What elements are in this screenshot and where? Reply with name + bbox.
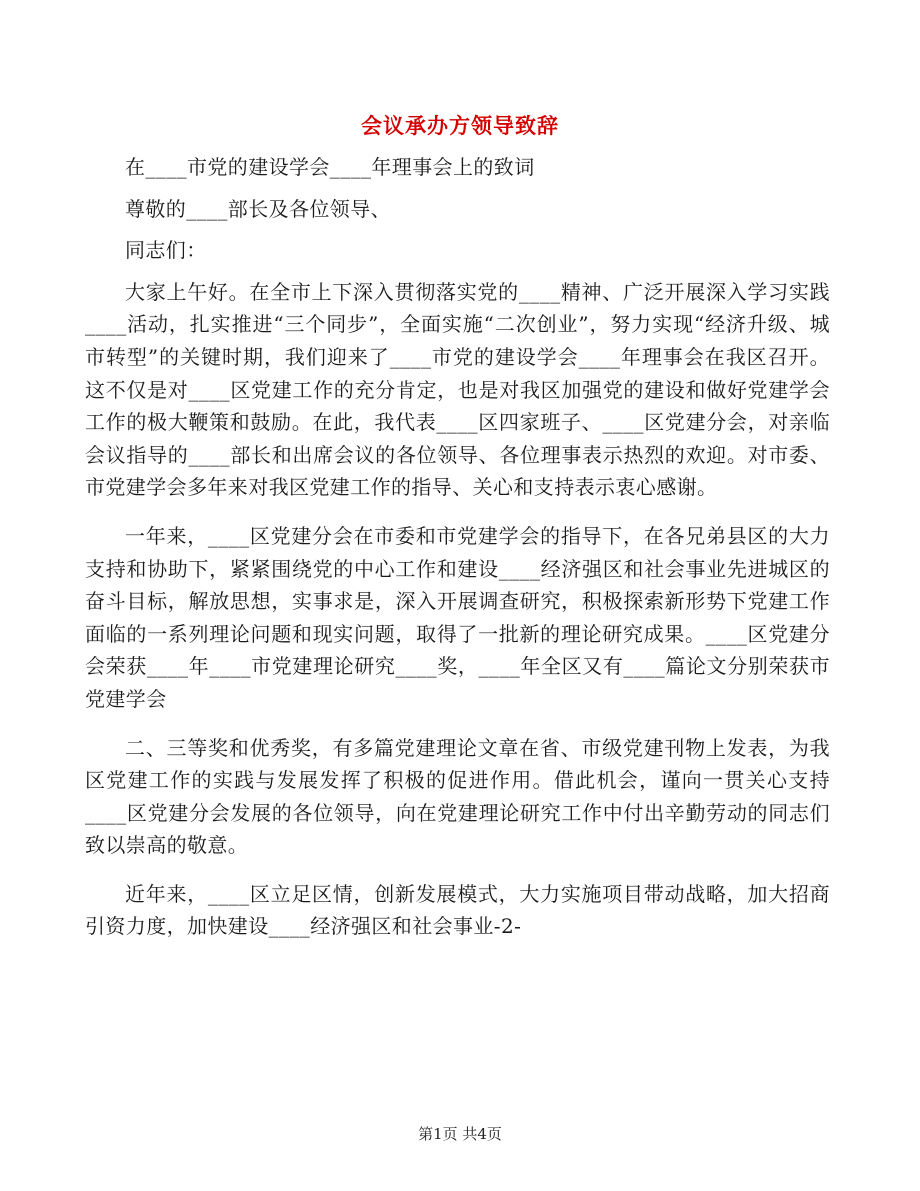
page-number-footer: 第1页 共4页 — [418, 1125, 502, 1143]
document-body — [85, 151, 830, 943]
body-paragraph: 二、三等奖和优秀奖，有多篇党建理论文章在省、市级党建刊物上发表，为我区党建工作的实践与发展发挥了积极的促进作用。借此机会，谨向一贯关心支持____区党建分会发展的各位领导，向在党建理论研究工作中付出辛勤劳动的同志们致以崇高的敬意。 — [85, 735, 830, 858]
body-paragraph: 一年来，____区党建分会在市委和市党建学会的指导下，在各兄弟县区的大力支持和协助下，紧紧围绕党的中心工作和建设____经济强区和社会事业先进城区的奋斗目标，解放思想，实事求是，深入开展调查研究，积极探索新形势下党建工作面临的一系列理论问题和现实问题，取得了一批新的理论研究成果。____区党建分会荣获____年____市党建理论研究____奖，____年全区又有____篇论文分别荣获市党建学会 — [85, 523, 830, 711]
body-paragraph: 大家上午好。在全市上下深入贯彻落实党的____精神、广泛开展深入学习实践____活动，扎实推进“三个同步”，全面实施“二次创业”，努力实现“经济升级、城市转型”的关键时期，我们迎来了____市党的建设学会____年理事会在我区召开。这不仅是对____区党建工作的充分肯定，也是对我区加强党的建设和做好党建学会工作的极大鞭策和鼓励。在此，我代表____区四家班子、____区党建分会，对亲临会议指导的____部长和出席会议的各位领导、各位理事表示热烈的欢迎。对市委、市党建学会多年来对我区党建工作的指导、关心和支持表示衷心感谢。 — [85, 279, 830, 500]
greeting-line: 同志们： — [125, 238, 207, 263]
subtitle-line: 在____市党的建设学会____年理事会上的致词 — [125, 155, 535, 179]
document-title: 会议承办方领导致辞 — [361, 113, 559, 138]
body-paragraph: 近年来，____区立足区情，创新发展模式，大力实施项目带动战略，加大招商引资力度，加快建设____经济强区和社会事业-2- — [85, 881, 830, 939]
salutation-line: 尊敬的____部长及各位领导、 — [125, 196, 391, 221]
